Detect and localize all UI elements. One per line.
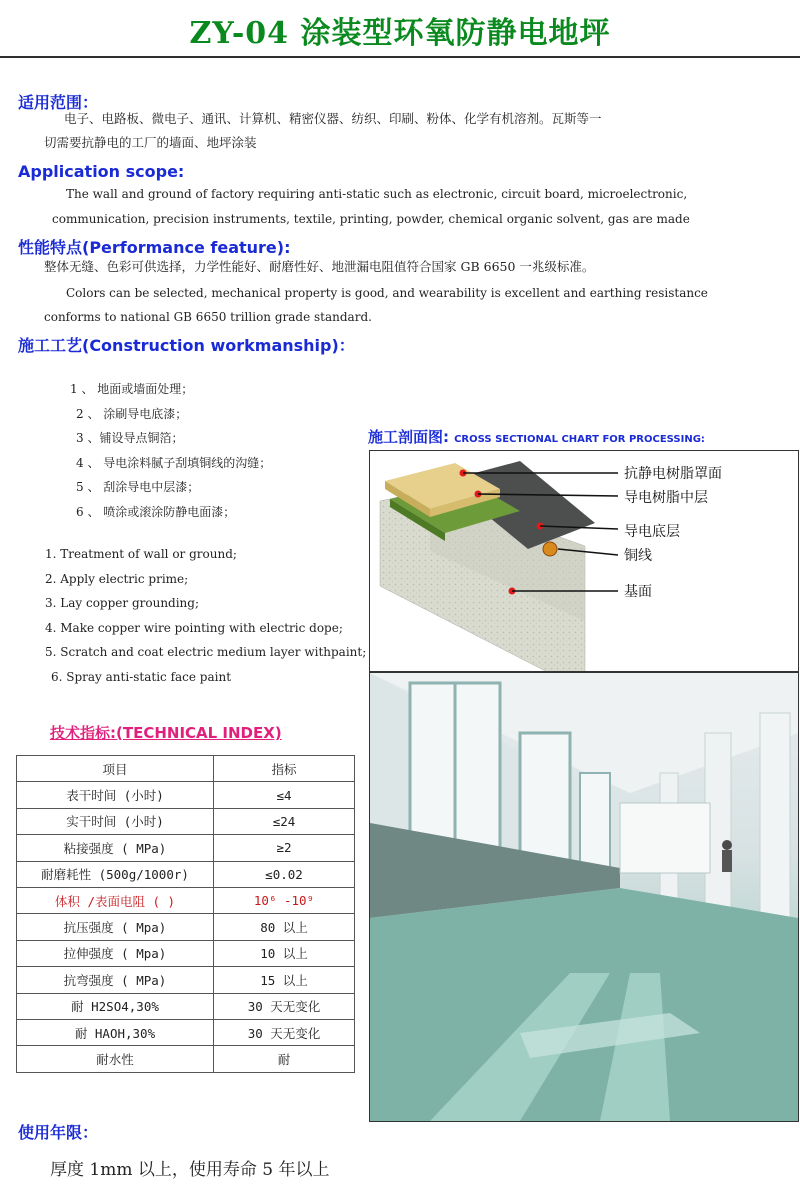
step-cn-3: 3 、铺设导点铜箔； xyxy=(76,431,184,445)
label-base-surface: 基面 xyxy=(624,584,652,600)
step-en-3: 3. Lay copper grounding; xyxy=(45,596,200,611)
label-antistatic-topcoat: 抗静电树脂罩面 xyxy=(624,466,722,482)
table-row xyxy=(17,887,355,913)
table-row xyxy=(17,993,355,1019)
step-en-1: 1. Treatment of wall or ground; xyxy=(45,547,237,561)
table-cell-value: 30 天无变化 xyxy=(214,1019,355,1045)
construction-steps-cn xyxy=(70,380,271,527)
table-row xyxy=(17,808,355,834)
cross-section-diagram xyxy=(369,450,799,672)
table-cell-value: ≤24 xyxy=(214,808,355,834)
table-row xyxy=(17,782,355,808)
table-cell-item: 实干时间 (小时) xyxy=(17,808,214,834)
table-cell-item: 耐水性 xyxy=(17,1046,214,1072)
table-row xyxy=(17,914,355,940)
construction-heading: 施工工艺(Construction workmanship)： xyxy=(18,336,355,355)
section-chart-heading xyxy=(368,426,705,447)
table-cell-value: ≤4 xyxy=(214,782,355,808)
table-row xyxy=(17,940,355,966)
table-cell-item: 耐磨耗性 (500g/1000r) xyxy=(17,861,214,887)
table-cell-item: 耐 H2SO4,30% xyxy=(17,993,214,1019)
step-en-5: 5. Scratch and coat electric medium layer withpaint; xyxy=(45,645,367,660)
table-row xyxy=(17,967,355,993)
section-chart-heading-cn: 施工剖面图: xyxy=(368,428,449,446)
technical-index-heading: 技术指标:(TECHNICAL INDEX) xyxy=(50,724,282,742)
table-row xyxy=(17,861,355,887)
table-cell-item: 拉伸强度 ( Mpa) xyxy=(17,940,214,966)
step-cn-4: 4 、 导电涂料腻子刮填铜线的沟缝； xyxy=(76,455,272,470)
table-cell-value: 30 天无变化 xyxy=(214,993,355,1019)
step-en-4: 4. Make copper wire pointing with electric dope; xyxy=(45,620,343,635)
service-life-heading: 使用年限： xyxy=(18,1123,99,1142)
section-chart-heading-en: CROSS SECTIONAL CHART FOR PROCESSING: xyxy=(454,434,705,445)
table-cell-item: 抗弯强度 ( MPa) xyxy=(17,967,214,993)
label-conductive-bottom: 导电底层 xyxy=(624,524,680,540)
page-title: ZY-04 涂装型环氧防静电地坪 xyxy=(189,16,611,51)
factory-floor-photo-illustration xyxy=(370,673,798,1121)
scope-cn-line2: 切需要抗静电的工厂的墙面、地坪涂装 xyxy=(44,135,257,150)
construction-steps-en xyxy=(45,547,366,695)
table-cell-item: 表干时间 (小时) xyxy=(17,782,214,808)
technical-index-table xyxy=(16,755,355,1073)
step-cn-1: 1 、 地面或墙面处理； xyxy=(70,382,194,396)
table-row xyxy=(17,1019,355,1045)
table-header-item: 项目 xyxy=(17,756,214,782)
step-cn-5: 5 、 刮涂导电中层漆； xyxy=(76,480,200,494)
step-en-6: 6. Spray anti-static face paint xyxy=(51,669,232,684)
scope-cn-heading: 适用范围： xyxy=(18,93,99,112)
label-copper-wire: 铜线 xyxy=(624,548,652,564)
scope-en-line1: The wall and ground of factory requiring anti-static such as electronic, circuit board, microelectronic, xyxy=(66,187,688,201)
table-row xyxy=(17,835,355,861)
title-divider xyxy=(0,56,800,58)
service-life-text: 厚度 1mm 以上，使用寿命 5 年以上 xyxy=(50,1160,330,1180)
table-cell-item: 耐 HAOH,30% xyxy=(17,1019,214,1045)
table-cell-value: 耐 xyxy=(214,1046,355,1072)
performance-en-line2: conforms to national GB 6650 trillion grade standard. xyxy=(44,310,372,324)
label-conductive-middle: 导电树脂中层 xyxy=(624,490,708,506)
cross-section-illustration xyxy=(370,451,798,671)
table-cell-value: 10⁶ -10⁹ xyxy=(214,887,355,913)
factory-floor-photo xyxy=(369,672,799,1122)
table-header-value: 指标 xyxy=(214,756,355,782)
table-cell-value: 15 以上 xyxy=(214,967,355,993)
table-row xyxy=(17,1046,355,1072)
scope-cn-line1: 电子、电路板、微电子、通讯、计算机、精密仪器、纺织、印刷、粉体、化学有机溶剂。瓦斯等一 xyxy=(64,111,602,126)
performance-heading: 性能特点(Performance feature): xyxy=(18,238,291,257)
table-cell-item: 粘接强度 ( MPa) xyxy=(17,835,214,861)
table-cell-item: 抗压强度 ( Mpa) xyxy=(17,914,214,940)
performance-cn: 整体无缝、色彩可供选择，力学性能好、耐磨性好、地泄漏电阻值符合国家 GB 6650 一兆级标准。 xyxy=(44,259,595,274)
step-en-2: 2. Apply electric prime; xyxy=(45,571,189,586)
scope-en-line2: communication, precision instruments, textile, printing, powder, chemical organic solvent, gas are made xyxy=(52,212,690,226)
table-header-row xyxy=(17,756,355,782)
table-cell-value: 80 以上 xyxy=(214,914,355,940)
table-cell-value: ≤0.02 xyxy=(214,861,355,887)
table-cell-item: 体积 /表面电阻 ( ) xyxy=(17,887,214,913)
copper-wire-shape xyxy=(543,542,557,556)
performance-en-line1: Colors can be selected, mechanical property is good, and wearability is excellent and earthing resistance xyxy=(66,286,708,300)
step-cn-2: 2 、 涂刷导电底漆； xyxy=(76,406,188,421)
table-cell-value: 10 以上 xyxy=(214,940,355,966)
table-cell-value: ≥2 xyxy=(214,835,355,861)
scope-en-heading: Application scope: xyxy=(18,162,185,181)
step-cn-6: 6 、 喷涂或滚涂防静电面漆； xyxy=(76,504,236,519)
